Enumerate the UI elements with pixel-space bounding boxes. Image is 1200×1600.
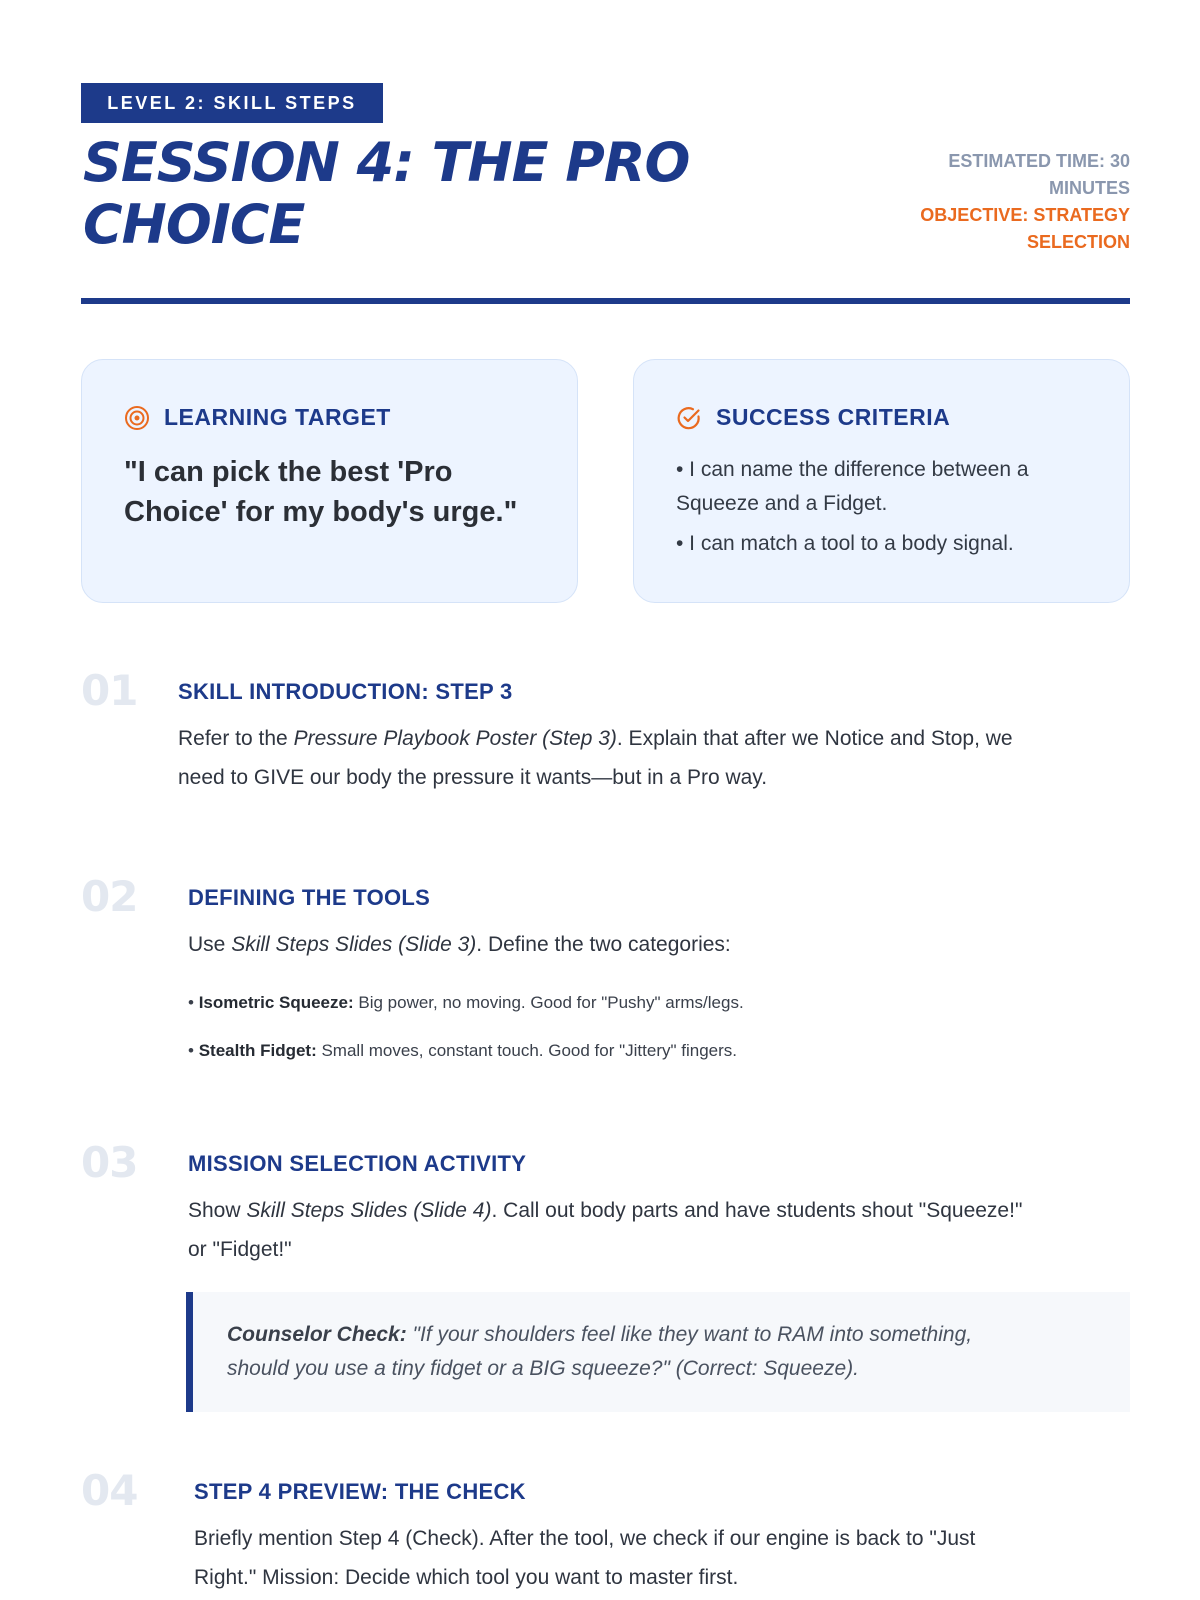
step-03-text-line-2: or "Fidget!": [188, 1238, 292, 1261]
step-body-01: [178, 719, 1128, 797]
step-04-text-line-1: Briefly mention Step 4 (Check). After the tool, we check if our engine is back to "Just: [194, 1527, 976, 1550]
learning-target-card: [81, 359, 578, 603]
step-heading-02: DEFINING THE TOOLS: [188, 885, 431, 910]
step-04-text-line-2: Right." Mission: Decide which tool you want to master first.: [194, 1566, 739, 1589]
bullet-mark: •: [188, 993, 199, 1012]
step-01-reference: Pressure Playbook Poster (Step 3): [293, 727, 617, 750]
criteria-item: [676, 453, 1096, 521]
step-number-01: 01: [81, 666, 138, 715]
learning-target-quote: [124, 452, 544, 532]
step-number-04: 04: [81, 1466, 138, 1515]
criteria-item-1-line-2: Squeeze and a Fidget.: [676, 492, 888, 515]
step-number-03: 03: [81, 1138, 138, 1187]
level-badge: LEVEL 2: SKILL STEPS: [81, 83, 383, 123]
step-03-reference: Skill Steps Slides (Slide 4): [246, 1199, 492, 1222]
step-01-text-line-2: need to GIVE our body the pressure it wants—but in a Pro way.: [178, 766, 768, 789]
success-criteria-list: [676, 453, 1096, 567]
page-title: [83, 132, 803, 256]
step-02-text-pre: Use: [188, 933, 232, 956]
success-criteria-card: [633, 359, 1130, 603]
session-meta: [830, 148, 1130, 256]
learning-target-title: LEARNING TARGET: [164, 404, 391, 430]
title-line-1: SESSION 4: THE PRO: [83, 131, 690, 194]
estimated-time: [830, 148, 1130, 202]
step-01-text-pre: Refer to the: [178, 727, 294, 750]
step-03-text-pre: Show: [188, 1199, 247, 1222]
step-03-text-post: . Call out body parts and have students shout "Squeeze!": [491, 1199, 1023, 1222]
estimated-time-line-2: MINUTES: [1049, 178, 1130, 198]
header-divider: [81, 298, 1130, 304]
list-item: [188, 1041, 737, 1061]
success-criteria-title: SUCCESS CRITERIA: [716, 404, 951, 430]
estimated-time-line-1: ESTIMATED TIME: 30: [948, 151, 1130, 171]
target-icon: [124, 405, 150, 431]
step-01-text-post: . Explain that after we Notice and Stop, we: [616, 727, 1013, 750]
counselor-check-line-2: should you use a tiny fidget or a BIG squeeze?" (Correct: Squeeze).: [227, 1357, 859, 1380]
quote-line-1: "I can pick the best 'Pro: [124, 456, 453, 488]
step-02-text-post: . Define the two categories:: [476, 933, 731, 956]
objective: [830, 202, 1130, 256]
objective-line-1: OBJECTIVE: STRATEGY: [920, 205, 1130, 225]
step-02-reference: Skill Steps Slides (Slide 3): [231, 933, 477, 956]
step-body-03: [188, 1191, 1133, 1269]
list-item: [188, 993, 744, 1013]
counselor-check-label: Counselor Check:: [227, 1323, 407, 1346]
step-number-02: 02: [81, 872, 138, 921]
check-circle-icon: [676, 405, 702, 431]
bullet-1-text: Big power, no moving. Good for "Pushy" arms/legs.: [353, 993, 744, 1012]
step-heading-01: SKILL INTRODUCTION: STEP 3: [178, 679, 513, 704]
step-body-02: [188, 925, 1128, 964]
bullet-2-label: Stealth Fidget:: [198, 1041, 317, 1060]
bullet-1-label: Isometric Squeeze:: [198, 993, 354, 1012]
title-line-2: CHOICE: [83, 193, 305, 256]
step-body-04: [194, 1519, 1132, 1597]
bullet-2-text: Small moves, constant touch. Good for "Jittery" fingers.: [316, 1041, 737, 1060]
criteria-item: • I can match a tool to a body signal.: [676, 532, 1014, 555]
counselor-check-callout: [186, 1292, 1130, 1412]
bullet-mark: •: [188, 1041, 199, 1060]
criteria-item-1-line-1: • I can name the difference between a: [676, 458, 1029, 481]
objective-line-2: SELECTION: [1026, 232, 1130, 252]
step-heading-04: STEP 4 PREVIEW: THE CHECK: [194, 1479, 526, 1504]
quote-line-2: Choice' for my body's urge.": [124, 496, 518, 528]
step-heading-03: MISSION SELECTION ACTIVITY: [188, 1151, 527, 1176]
counselor-check-line-1: "If your shoulders feel like they want to RAM into something,: [406, 1323, 973, 1346]
